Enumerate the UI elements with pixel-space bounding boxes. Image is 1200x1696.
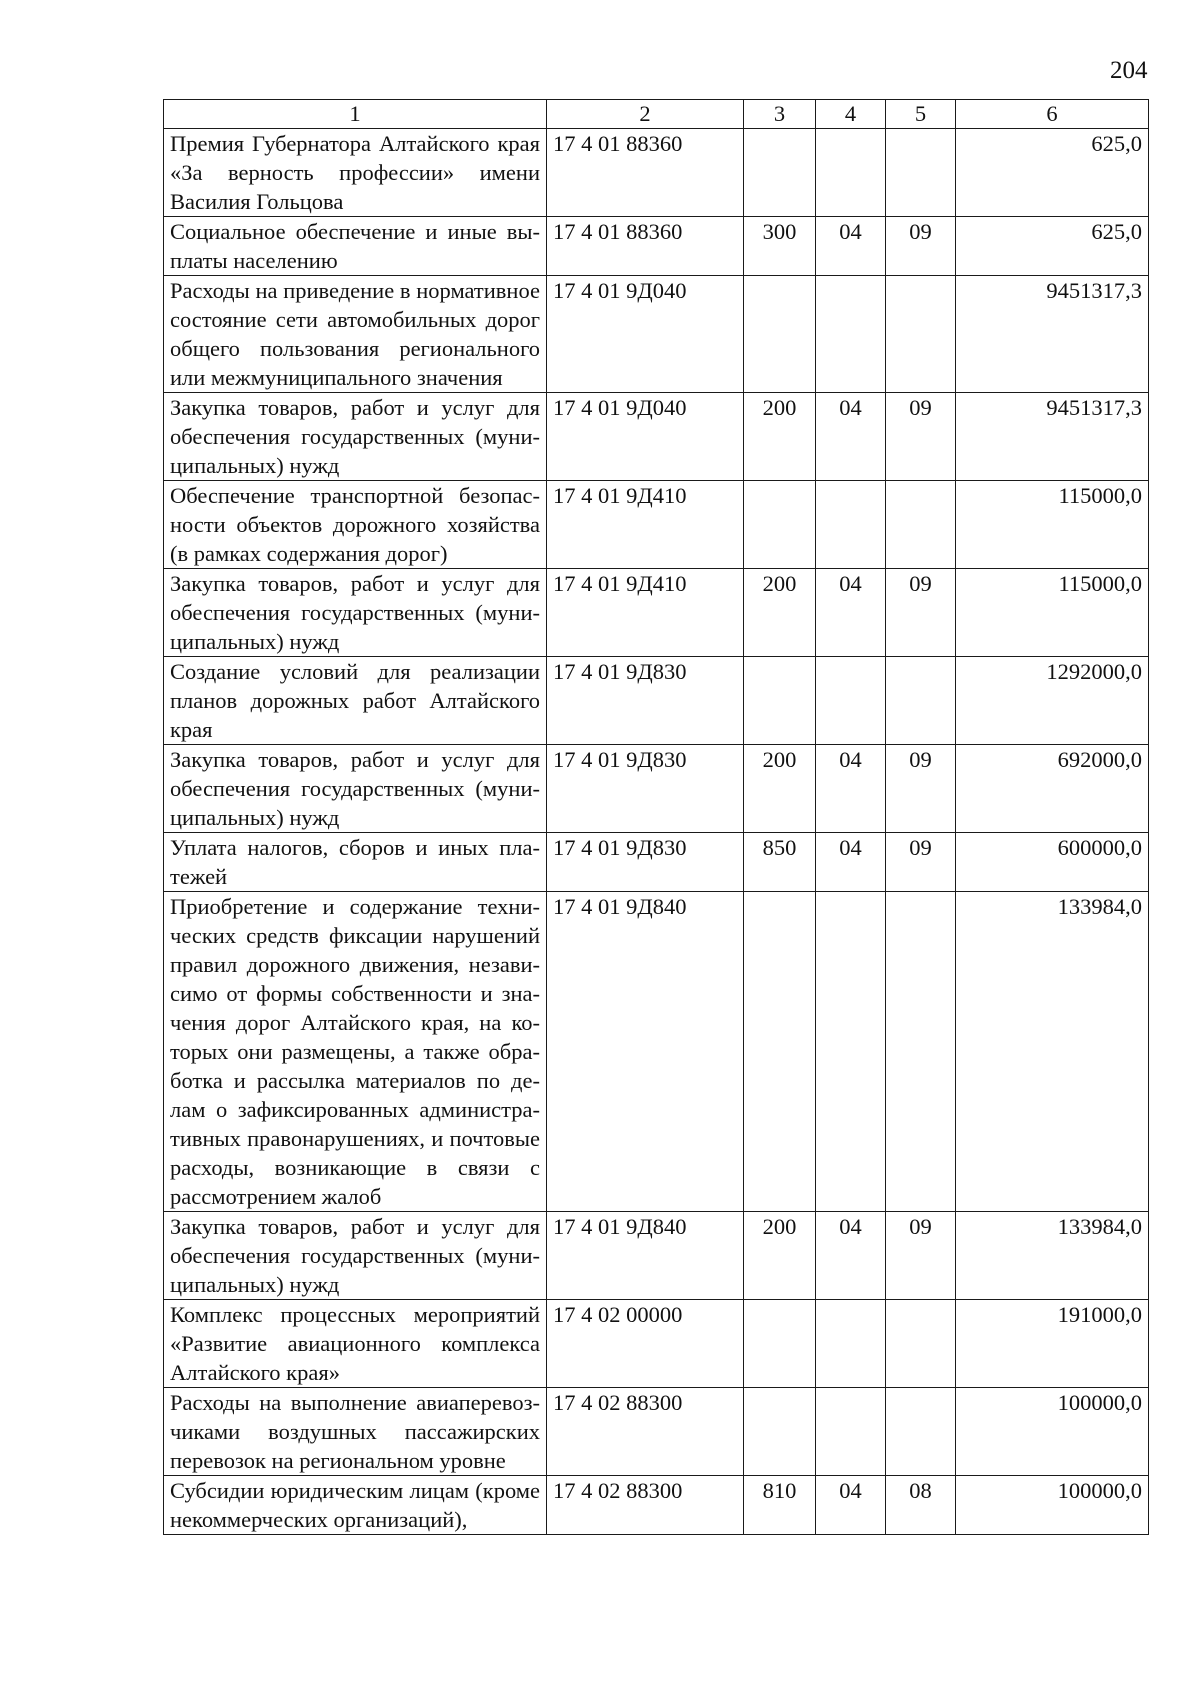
table-row	[164, 276, 1149, 393]
row-expense-type	[744, 481, 816, 569]
row-section	[816, 129, 886, 217]
row-code: 17 4 01 9Д830	[547, 657, 744, 745]
column-header: 1	[164, 100, 547, 129]
row-sum: 1292000,0	[956, 657, 1149, 745]
row-subsection	[886, 276, 956, 393]
row-code: 17 4 01 9Д840	[547, 892, 744, 1212]
row-section	[816, 481, 886, 569]
table-row	[164, 393, 1149, 481]
page-number: 204	[1110, 57, 1148, 84]
row-section	[816, 657, 886, 745]
row-name: Закупка товаров, работ и услуг для обеспечения государственных (муниципальных) нужд	[164, 745, 547, 833]
table-row	[164, 1300, 1149, 1388]
row-section: 04	[816, 217, 886, 276]
row-code: 17 4 01 9Д830	[547, 745, 744, 833]
row-expense-type: 200	[744, 745, 816, 833]
row-code: 17 4 01 88360	[547, 217, 744, 276]
row-name: Расходы на приведение в нормативное состояние сети автомобильных дорог общего пользования регионального или межмуниципального значения	[164, 276, 547, 393]
row-code: 17 4 01 9Д840	[547, 1212, 744, 1300]
table-row	[164, 657, 1149, 745]
row-sum: 191000,0	[956, 1300, 1149, 1388]
row-expense-type	[744, 892, 816, 1212]
row-name: Закупка товаров, работ и услуг для обеспечения государственных (муниципальных) нужд	[164, 569, 547, 657]
row-name: Социальное обеспечение и иные выплаты населению	[164, 217, 547, 276]
row-sum: 600000,0	[956, 833, 1149, 892]
row-code: 17 4 01 88360	[547, 129, 744, 217]
row-section: 04	[816, 745, 886, 833]
row-section: 04	[816, 393, 886, 481]
row-code: 17 4 01 9Д410	[547, 569, 744, 657]
row-section	[816, 1388, 886, 1476]
table-row	[164, 569, 1149, 657]
row-name: Приобретение и содержание технических средств фиксации нарушений правил дорожного движения, независимо от формы собственности и значения дорог Алтайского края, на которых они размещены, а также обработка и рассылка материалов по делам о зафиксированных административных правонарушениях, и почтовые расходы, возникающие в связи с рассмотрением жалоб	[164, 892, 547, 1212]
row-name: Обеспечение транспортной безопасности объектов дорожного хозяйства (в рамках содержания дорог)	[164, 481, 547, 569]
row-sum: 625,0	[956, 129, 1149, 217]
row-expense-type: 200	[744, 569, 816, 657]
row-subsection: 09	[886, 1212, 956, 1300]
table-row	[164, 481, 1149, 569]
table-row	[164, 745, 1149, 833]
column-header: 2	[547, 100, 744, 129]
row-code: 17 4 01 9Д410	[547, 481, 744, 569]
row-section: 04	[816, 1476, 886, 1535]
row-subsection	[886, 892, 956, 1212]
row-subsection	[886, 1300, 956, 1388]
column-header: 6	[956, 100, 1149, 129]
row-sum: 133984,0	[956, 892, 1149, 1212]
row-name: Закупка товаров, работ и услуг для обеспечения государственных (муниципальных) нужд	[164, 393, 547, 481]
row-sum: 115000,0	[956, 481, 1149, 569]
column-header: 3	[744, 100, 816, 129]
row-name: Создание условий для реализации планов дорожных работ Алтайского края	[164, 657, 547, 745]
row-sum: 133984,0	[956, 1212, 1149, 1300]
row-section: 04	[816, 833, 886, 892]
row-subsection	[886, 129, 956, 217]
row-subsection: 09	[886, 745, 956, 833]
row-code: 17 4 01 9Д040	[547, 393, 744, 481]
row-subsection: 09	[886, 833, 956, 892]
table-row	[164, 1476, 1149, 1535]
row-name: Уплата налогов, сборов и иных платежей	[164, 833, 547, 892]
column-header: 4	[816, 100, 886, 129]
row-name: Закупка товаров, работ и услуг для обеспечения государственных (муниципальных) нужд	[164, 1212, 547, 1300]
row-expense-type: 810	[744, 1476, 816, 1535]
row-section	[816, 1300, 886, 1388]
table-row	[164, 892, 1149, 1212]
row-expense-type	[744, 129, 816, 217]
row-subsection	[886, 481, 956, 569]
row-expense-type	[744, 657, 816, 745]
row-section: 04	[816, 1212, 886, 1300]
column-header: 5	[886, 100, 956, 129]
row-sum: 100000,0	[956, 1388, 1149, 1476]
row-expense-type: 300	[744, 217, 816, 276]
row-expense-type: 200	[744, 1212, 816, 1300]
row-name: Субсидии юридическим лицам (кроме некоммерческих организаций),	[164, 1476, 547, 1535]
row-expense-type: 850	[744, 833, 816, 892]
row-expense-type	[744, 1300, 816, 1388]
row-section	[816, 892, 886, 1212]
row-sum: 9451317,3	[956, 393, 1149, 481]
row-sum: 115000,0	[956, 569, 1149, 657]
row-expense-type	[744, 276, 816, 393]
row-expense-type	[744, 1388, 816, 1476]
row-subsection: 09	[886, 569, 956, 657]
row-name: Расходы на выполнение авиаперевозчиками воздушных пассажирских перевозок на региональном уровне	[164, 1388, 547, 1476]
row-sum: 692000,0	[956, 745, 1149, 833]
row-subsection	[886, 1388, 956, 1476]
header-row	[164, 100, 1149, 129]
row-subsection: 09	[886, 393, 956, 481]
row-subsection: 08	[886, 1476, 956, 1535]
budget-table	[163, 99, 1149, 1535]
table-row	[164, 833, 1149, 892]
row-section: 04	[816, 569, 886, 657]
table-row	[164, 1388, 1149, 1476]
row-subsection	[886, 657, 956, 745]
row-name: Премия Губернатора Алтайского края «За верность профессии» имени Василия Гольцова	[164, 129, 547, 217]
row-code: 17 4 02 88300	[547, 1476, 744, 1535]
row-code: 17 4 01 9Д040	[547, 276, 744, 393]
row-sum: 9451317,3	[956, 276, 1149, 393]
table-row	[164, 217, 1149, 276]
row-subsection: 09	[886, 217, 956, 276]
row-code: 17 4 02 00000	[547, 1300, 744, 1388]
row-expense-type: 200	[744, 393, 816, 481]
row-code: 17 4 01 9Д830	[547, 833, 744, 892]
row-sum: 625,0	[956, 217, 1149, 276]
row-code: 17 4 02 88300	[547, 1388, 744, 1476]
table-row	[164, 129, 1149, 217]
row-section	[816, 276, 886, 393]
table-row	[164, 1212, 1149, 1300]
row-sum: 100000,0	[956, 1476, 1149, 1535]
row-name: Комплекс процессных мероприятий «Развитие авиационного комплекса Алтайского края»	[164, 1300, 547, 1388]
